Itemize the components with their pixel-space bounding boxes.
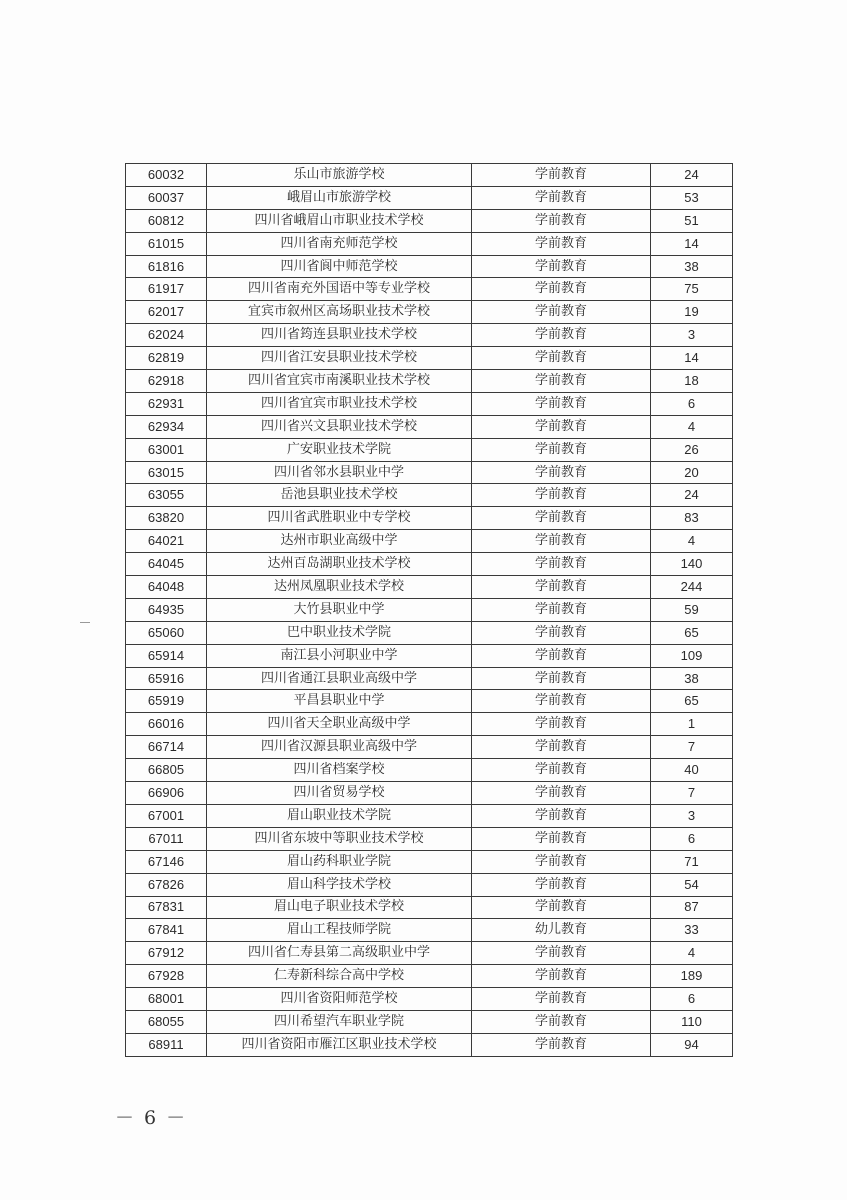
major-cell: 学前教育 <box>472 965 651 988</box>
major-cell: 学前教育 <box>472 301 651 324</box>
table-row <box>126 553 733 576</box>
table-row <box>126 576 733 599</box>
school-code-cell: 65916 <box>126 667 207 690</box>
count-cell: 33 <box>651 919 733 942</box>
school-code-cell: 68911 <box>126 1033 207 1056</box>
school-name-cell: 四川省仁寿县第二高级职业中学 <box>207 942 472 965</box>
school-code-cell: 67826 <box>126 873 207 896</box>
school-code-cell: 64021 <box>126 530 207 553</box>
school-code-cell: 62017 <box>126 301 207 324</box>
count-cell: 244 <box>651 576 733 599</box>
school-code-cell: 61015 <box>126 232 207 255</box>
major-cell: 学前教育 <box>472 804 651 827</box>
major-cell: 幼儿教育 <box>472 919 651 942</box>
major-cell: 学前教育 <box>472 1010 651 1033</box>
page-number: － 6 － <box>115 1107 188 1129</box>
table-row <box>126 347 733 370</box>
major-cell: 学前教育 <box>472 507 651 530</box>
major-cell: 学前教育 <box>472 713 651 736</box>
count-cell: 19 <box>651 301 733 324</box>
table-row <box>126 896 733 919</box>
table-row <box>126 209 733 232</box>
major-cell: 学前教育 <box>472 1033 651 1056</box>
school-code-cell: 68001 <box>126 988 207 1011</box>
count-cell: 3 <box>651 324 733 347</box>
count-cell: 54 <box>651 873 733 896</box>
major-cell: 学前教育 <box>472 896 651 919</box>
count-cell: 26 <box>651 438 733 461</box>
school-code-cell: 66906 <box>126 782 207 805</box>
major-cell: 学前教育 <box>472 324 651 347</box>
count-cell: 14 <box>651 347 733 370</box>
school-name-cell: 巴中职业技术学院 <box>207 621 472 644</box>
school-code-cell: 62819 <box>126 347 207 370</box>
count-cell: 24 <box>651 484 733 507</box>
table-row <box>126 919 733 942</box>
major-cell: 学前教育 <box>472 850 651 873</box>
count-cell: 65 <box>651 690 733 713</box>
school-code-cell: 60812 <box>126 209 207 232</box>
major-cell: 学前教育 <box>472 942 651 965</box>
table-row <box>126 667 733 690</box>
major-cell: 学前教育 <box>472 530 651 553</box>
count-cell: 40 <box>651 759 733 782</box>
count-cell: 65 <box>651 621 733 644</box>
major-cell: 学前教育 <box>472 621 651 644</box>
school-name-cell: 四川省阆中师范学校 <box>207 255 472 278</box>
major-cell: 学前教育 <box>472 827 651 850</box>
count-cell: 6 <box>651 392 733 415</box>
school-name-cell: 四川省天全职业高级中学 <box>207 713 472 736</box>
table-row <box>126 988 733 1011</box>
table-row <box>126 324 733 347</box>
table-row <box>126 713 733 736</box>
school-name-cell: 达州凤凰职业技术学校 <box>207 576 472 599</box>
school-name-cell: 仁寿新科综合高中学校 <box>207 965 472 988</box>
table-row <box>126 804 733 827</box>
count-cell: 1 <box>651 713 733 736</box>
major-cell: 学前教育 <box>472 347 651 370</box>
school-name-cell: 大竹县职业中学 <box>207 598 472 621</box>
school-name-cell: 四川省江安县职业技术学校 <box>207 347 472 370</box>
table-row <box>126 644 733 667</box>
school-name-cell: 四川希望汽车职业学院 <box>207 1010 472 1033</box>
major-cell: 学前教育 <box>472 690 651 713</box>
school-name-cell: 四川省宜宾市南溪职业技术学校 <box>207 370 472 393</box>
table-row <box>126 255 733 278</box>
count-cell: 71 <box>651 850 733 873</box>
count-cell: 3 <box>651 804 733 827</box>
table-row <box>126 507 733 530</box>
school-code-cell: 67831 <box>126 896 207 919</box>
school-name-cell: 四川省邻水县职业中学 <box>207 461 472 484</box>
count-cell: 4 <box>651 942 733 965</box>
major-cell: 学前教育 <box>472 782 651 805</box>
school-name-cell: 达州市职业高级中学 <box>207 530 472 553</box>
table-row <box>126 759 733 782</box>
table-row <box>126 621 733 644</box>
count-cell: 51 <box>651 209 733 232</box>
school-code-cell: 67841 <box>126 919 207 942</box>
school-code-cell: 67011 <box>126 827 207 850</box>
table-row <box>126 530 733 553</box>
major-cell: 学前教育 <box>472 255 651 278</box>
count-cell: 87 <box>651 896 733 919</box>
table-row <box>126 278 733 301</box>
school-name-cell: 峨眉山市旅游学校 <box>207 186 472 209</box>
school-name-cell: 四川省南充师范学校 <box>207 232 472 255</box>
major-cell: 学前教育 <box>472 873 651 896</box>
school-name-cell: 四川省资阳师范学校 <box>207 988 472 1011</box>
school-name-cell: 眉山工程技师学院 <box>207 919 472 942</box>
major-cell: 学前教育 <box>472 209 651 232</box>
school-code-cell: 67912 <box>126 942 207 965</box>
major-cell: 学前教育 <box>472 461 651 484</box>
table-row <box>126 370 733 393</box>
count-cell: 20 <box>651 461 733 484</box>
school-quota-table <box>125 163 733 1057</box>
major-cell: 学前教育 <box>472 392 651 415</box>
count-cell: 75 <box>651 278 733 301</box>
major-cell: 学前教育 <box>472 484 651 507</box>
count-cell: 18 <box>651 370 733 393</box>
school-code-cell: 66714 <box>126 736 207 759</box>
major-cell: 学前教育 <box>472 644 651 667</box>
school-name-cell: 四川省武胜职业中专学校 <box>207 507 472 530</box>
school-code-cell: 64048 <box>126 576 207 599</box>
count-cell: 140 <box>651 553 733 576</box>
major-cell: 学前教育 <box>472 186 651 209</box>
table-row <box>126 461 733 484</box>
school-code-cell: 67146 <box>126 850 207 873</box>
school-code-cell: 68055 <box>126 1010 207 1033</box>
count-cell: 53 <box>651 186 733 209</box>
table-row <box>126 736 733 759</box>
major-cell: 学前教育 <box>472 278 651 301</box>
count-cell: 38 <box>651 255 733 278</box>
count-cell: 94 <box>651 1033 733 1056</box>
school-name-cell: 岳池县职业技术学校 <box>207 484 472 507</box>
school-name-cell: 四川省贸易学校 <box>207 782 472 805</box>
school-name-cell: 眉山职业技术学院 <box>207 804 472 827</box>
table-row <box>126 392 733 415</box>
table-row <box>126 438 733 461</box>
table-row <box>126 1010 733 1033</box>
count-cell: 59 <box>651 598 733 621</box>
table-row <box>126 301 733 324</box>
table-row <box>126 690 733 713</box>
table-row <box>126 850 733 873</box>
major-cell: 学前教育 <box>472 553 651 576</box>
school-name-cell: 四川省宜宾市职业技术学校 <box>207 392 472 415</box>
school-code-cell: 63820 <box>126 507 207 530</box>
major-cell: 学前教育 <box>472 988 651 1011</box>
school-name-cell: 四川省筠连县职业技术学校 <box>207 324 472 347</box>
major-cell: 学前教育 <box>472 415 651 438</box>
major-cell: 学前教育 <box>472 598 651 621</box>
school-name-cell: 眉山药科职业学院 <box>207 850 472 873</box>
table-row <box>126 415 733 438</box>
count-cell: 7 <box>651 782 733 805</box>
school-name-cell: 四川省南充外国语中等专业学校 <box>207 278 472 301</box>
count-cell: 4 <box>651 530 733 553</box>
table-row <box>126 484 733 507</box>
school-name-cell: 四川省峨眉山市职业技术学校 <box>207 209 472 232</box>
table-row <box>126 598 733 621</box>
school-name-cell: 四川省兴文县职业技术学校 <box>207 415 472 438</box>
school-name-cell: 四川省汉源县职业高级中学 <box>207 736 472 759</box>
school-code-cell: 65914 <box>126 644 207 667</box>
school-code-cell: 60037 <box>126 186 207 209</box>
major-cell: 学前教育 <box>472 667 651 690</box>
table-body <box>126 164 733 1057</box>
school-code-cell: 64045 <box>126 553 207 576</box>
school-name-cell: 乐山市旅游学校 <box>207 164 472 187</box>
major-cell: 学前教育 <box>472 759 651 782</box>
margin-mark <box>80 622 90 623</box>
table-row <box>126 873 733 896</box>
school-name-cell: 眉山科学技术学校 <box>207 873 472 896</box>
school-code-cell: 62918 <box>126 370 207 393</box>
school-code-cell: 61917 <box>126 278 207 301</box>
school-name-cell: 四川省通江县职业高级中学 <box>207 667 472 690</box>
school-code-cell: 64935 <box>126 598 207 621</box>
school-name-cell: 南江县小河职业中学 <box>207 644 472 667</box>
count-cell: 24 <box>651 164 733 187</box>
count-cell: 6 <box>651 827 733 850</box>
table-row <box>126 164 733 187</box>
school-name-cell: 眉山电子职业技术学校 <box>207 896 472 919</box>
school-code-cell: 60032 <box>126 164 207 187</box>
count-cell: 7 <box>651 736 733 759</box>
table-row <box>126 186 733 209</box>
school-name-cell: 平昌县职业中学 <box>207 690 472 713</box>
school-code-cell: 66805 <box>126 759 207 782</box>
school-name-cell: 四川省档案学校 <box>207 759 472 782</box>
table-row <box>126 827 733 850</box>
school-code-cell: 67928 <box>126 965 207 988</box>
table-row <box>126 942 733 965</box>
count-cell: 4 <box>651 415 733 438</box>
count-cell: 110 <box>651 1010 733 1033</box>
count-cell: 83 <box>651 507 733 530</box>
school-code-cell: 61816 <box>126 255 207 278</box>
school-code-cell: 63001 <box>126 438 207 461</box>
school-code-cell: 62931 <box>126 392 207 415</box>
school-code-cell: 65919 <box>126 690 207 713</box>
table-row <box>126 782 733 805</box>
count-cell: 109 <box>651 644 733 667</box>
school-code-cell: 67001 <box>126 804 207 827</box>
school-code-cell: 62024 <box>126 324 207 347</box>
major-cell: 学前教育 <box>472 164 651 187</box>
major-cell: 学前教育 <box>472 736 651 759</box>
table-row <box>126 965 733 988</box>
major-cell: 学前教育 <box>472 232 651 255</box>
count-cell: 14 <box>651 232 733 255</box>
count-cell: 6 <box>651 988 733 1011</box>
count-cell: 38 <box>651 667 733 690</box>
table-row <box>126 232 733 255</box>
major-cell: 学前教育 <box>472 438 651 461</box>
school-code-cell: 66016 <box>126 713 207 736</box>
school-name-cell: 达州百岛湖职业技术学校 <box>207 553 472 576</box>
school-code-cell: 63015 <box>126 461 207 484</box>
count-cell: 189 <box>651 965 733 988</box>
major-cell: 学前教育 <box>472 576 651 599</box>
major-cell: 学前教育 <box>472 370 651 393</box>
school-name-cell: 四川省东坡中等职业技术学校 <box>207 827 472 850</box>
school-name-cell: 四川省资阳市雁江区职业技术学校 <box>207 1033 472 1056</box>
school-code-cell: 63055 <box>126 484 207 507</box>
table-row <box>126 1033 733 1056</box>
school-code-cell: 62934 <box>126 415 207 438</box>
school-name-cell: 广安职业技术学院 <box>207 438 472 461</box>
school-code-cell: 65060 <box>126 621 207 644</box>
school-name-cell: 宜宾市叙州区高场职业技术学校 <box>207 301 472 324</box>
